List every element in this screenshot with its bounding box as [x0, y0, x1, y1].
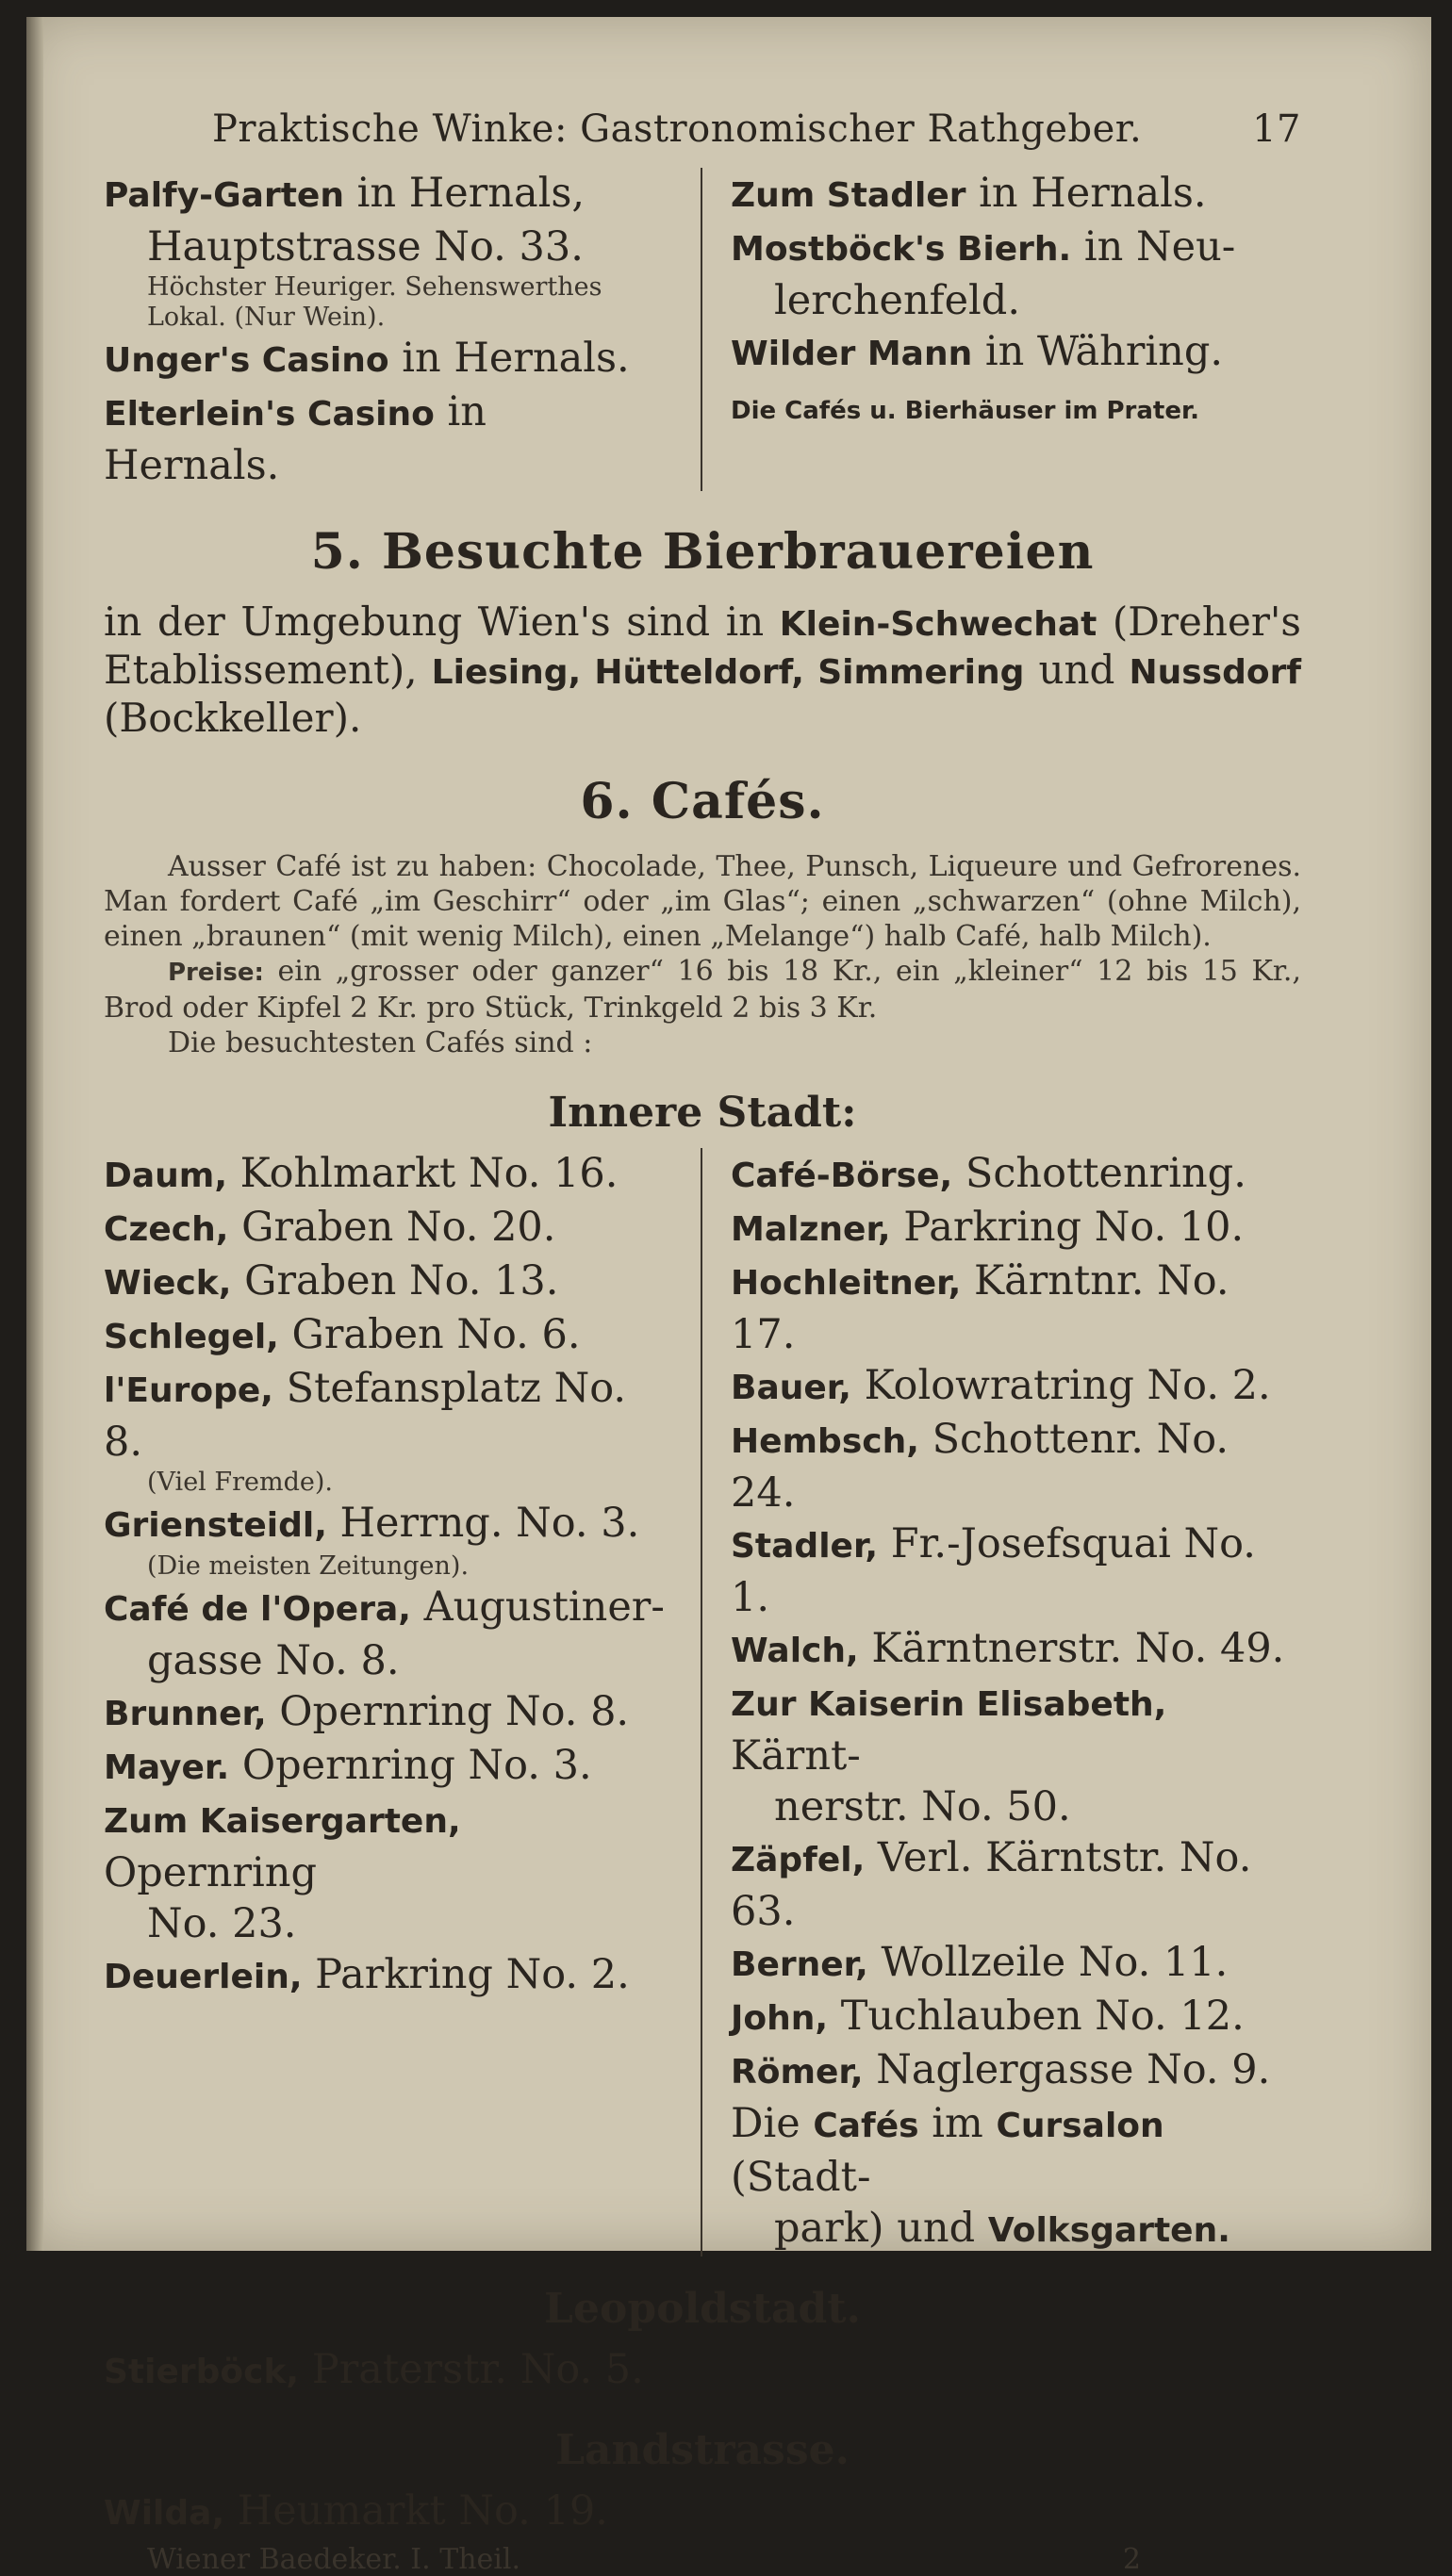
- entry-text: in Hernals,: [343, 170, 586, 217]
- cafe-intro: Ausser Café ist zu haben: Chocolade, Thee, Punsch, Liqueure und Gefrorenes. Man fordert Café „im Geschirr“ oder „im Glas“; einen „schwarzen“ (ohne Milch), einen „braunen“ (mit wenig Milch), einen „Melange“) halb Café, halb Milch).: [104, 850, 1301, 953]
- entry-text: Die: [731, 2100, 814, 2147]
- entry-name: Schlegel,: [104, 1318, 279, 1356]
- entry-name: Zum Kaisergarten,: [104, 1802, 461, 1841]
- entry-text: Fr.-Josefsquai No. 1.: [731, 1520, 1256, 1621]
- header-title: Praktische Winke: Gastronomischer Rathgeber.: [212, 107, 1143, 151]
- entry: [731, 1202, 1301, 1255]
- entry: [104, 2486, 1301, 2539]
- subsection-heading: Leopoldstadt.: [544, 2285, 861, 2333]
- book-page: [26, 17, 1431, 2576]
- entry-name: Stadler,: [731, 1527, 879, 1566]
- entry: [731, 1991, 1301, 2044]
- entry: [104, 1498, 674, 1551]
- innere-right-column: [702, 1148, 1301, 2256]
- entry-name: Griensteidl,: [104, 1506, 327, 1545]
- entry-name: Café de l'Opera,: [104, 1590, 411, 1629]
- entry: [104, 1202, 674, 1255]
- entry-name: Deuerlein,: [104, 1958, 303, 1996]
- text-run: und: [1024, 647, 1130, 693]
- entry-note: Höchster Heuriger. Sehenswerthes Lokal. (Nur Wein).: [147, 272, 602, 332]
- text-run: in der Umgebung Wien's sind in: [104, 599, 780, 645]
- innere-left-column: [104, 1148, 702, 2256]
- entry-name: Wilda,: [104, 2494, 225, 2533]
- bold-run: Klein-Schwechat: [779, 605, 1097, 644]
- entry-text: Schottenr. No. 24.: [731, 1416, 1229, 1517]
- entry-text: Graben No. 20.: [228, 1204, 556, 1251]
- entry: [731, 1518, 1301, 1623]
- entry-name: l'Europe,: [104, 1371, 273, 1410]
- entry-text: Graben No. 13.: [231, 1257, 559, 1304]
- entry-small: Die Cafés u. Bierhäuser im Prater.: [731, 397, 1199, 425]
- entry-name: Zur Kaiserin Elisabeth,: [731, 1685, 1167, 1724]
- entry-text: Kolowratring No. 2.: [850, 1362, 1271, 1409]
- entry-text: Graben No. 6.: [278, 1311, 581, 1358]
- entry-cont: gasse No. 8.: [147, 1637, 400, 1684]
- entry-name: Wilder Mann: [731, 335, 973, 373]
- entry-text: Wollzeile No. 11.: [867, 1939, 1229, 1986]
- entry-name: Czech,: [104, 1210, 229, 1249]
- section-paragraph: [104, 599, 1301, 741]
- entry: [104, 1949, 674, 2003]
- page-footer: [104, 2543, 1301, 2576]
- entry-cont: lerchenfeld.: [774, 277, 1020, 324]
- entry-name: Brunner,: [104, 1695, 267, 1733]
- page-gutter: [26, 17, 43, 2251]
- entry-name: Malzner,: [731, 1210, 891, 1249]
- entry-text: in Hernals.: [388, 335, 630, 382]
- entry-name: Café-Börse,: [731, 1157, 953, 1195]
- entry-text: Parkring No. 2.: [302, 1951, 630, 1998]
- entry: [731, 1414, 1301, 1518]
- entry: [104, 1309, 674, 1363]
- entry-name: Cafés: [813, 2107, 919, 2145]
- entry: [731, 1677, 1301, 1781]
- entry: [104, 1148, 674, 1202]
- page-content: [104, 107, 1301, 2576]
- entry-text: Tuchlauben No. 12.: [828, 1993, 1245, 2040]
- entry-name: Hochleitner,: [731, 1264, 962, 1303]
- entry-text: in Hernals.: [104, 388, 487, 489]
- entry-text: im: [918, 2100, 997, 2147]
- entry: [104, 1740, 674, 1794]
- bold-run: Liesing, Hütteldorf, Simmering: [431, 653, 1025, 692]
- entry: [104, 1582, 674, 1635]
- entry-text: Augustiner-: [410, 1583, 665, 1631]
- entry: [104, 386, 674, 491]
- entry-text: Opernring No. 8.: [266, 1688, 630, 1735]
- subsection-heading: Innere Stadt:: [548, 1089, 857, 1137]
- entry-note: (Die meisten Zeitungen).: [147, 1551, 470, 1581]
- entry: [731, 1148, 1301, 1202]
- section-heading: 6. Cafés.: [580, 773, 825, 830]
- entry-text: Naglergasse No. 9.: [863, 2046, 1271, 2093]
- top-left-column: [104, 168, 702, 491]
- entry: [104, 168, 674, 222]
- entry-note: (Viel Fremde).: [147, 1468, 333, 1497]
- running-header: [104, 107, 1301, 151]
- entry-text: Kärntnerstr. No. 49.: [858, 1625, 1285, 1672]
- entry-name: Bauer,: [731, 1369, 851, 1407]
- entry: [104, 1794, 674, 1898]
- signature-mark: 2: [1122, 2543, 1141, 2576]
- entry-cont: No. 23.: [147, 1900, 297, 1947]
- entry: [731, 1255, 1301, 1360]
- entry-cont: Hauptstrasse No. 33.: [147, 223, 584, 271]
- entry-name: Berner,: [731, 1945, 868, 1984]
- entry-text: Schottenring.: [952, 1150, 1246, 1197]
- entry-cont: nerstr. No. 50.: [774, 1783, 1071, 1830]
- entry-name: Mostböck's Bierh.: [731, 230, 1072, 269]
- entry-name: Hembsch,: [731, 1422, 919, 1461]
- entry-cont: [731, 2203, 1301, 2256]
- entry: [104, 333, 674, 386]
- entry-text: Stefansplatz No. 8.: [104, 1365, 627, 1466]
- entry-name: Daum,: [104, 1157, 227, 1195]
- entry: [731, 1937, 1301, 1991]
- bold-run: Nussdorf: [1129, 653, 1301, 692]
- entry-name: Volksgarten.: [987, 2211, 1230, 2250]
- top-right-column: [702, 168, 1301, 491]
- entry-text: in Währing.: [972, 328, 1224, 375]
- entry-text: Praterstr. No. 5.: [299, 2346, 644, 2393]
- cafe-visited: Die besuchtesten Cafés sind :: [168, 1026, 593, 1059]
- entry-text: Kohlmarkt No. 16.: [227, 1150, 619, 1197]
- entry-text: Parkring No. 10.: [890, 1204, 1245, 1251]
- entry-text: Verl. Kärntstr. No. 63.: [731, 1834, 1252, 1935]
- entry: [731, 2044, 1301, 2098]
- subsection-heading: Landstrasse.: [555, 2426, 850, 2474]
- cafe-prices: [104, 954, 1301, 1025]
- entry-text: in Hernals.: [965, 170, 1207, 217]
- entry: [731, 222, 1301, 275]
- entry-name: Wieck,: [104, 1264, 232, 1303]
- entry: [731, 1832, 1301, 1937]
- entry-name: John,: [731, 1999, 829, 2038]
- text-run: (Bockkeller).: [104, 695, 362, 741]
- entry: [731, 168, 1301, 222]
- entry: [731, 2098, 1301, 2203]
- entry-name: Unger's Casino: [104, 341, 389, 380]
- prices-text: ein „grosser oder ganzer“ 16 bis 18 Kr., ein „kleiner“ 12 bis 15 Kr., Brod oder Kipfel 2 Kr. pro Stück, Trinkgeld 2 bis 3 Kr.: [104, 955, 1301, 1025]
- entry-name: Stierböck,: [104, 2353, 300, 2391]
- page-number: 17: [1252, 107, 1301, 151]
- entry-text: Kärnt-: [731, 1732, 861, 1780]
- entry: [104, 1363, 674, 1468]
- entry-name: Zum Stadler: [731, 176, 966, 215]
- entry-text: Heumarkt No. 19.: [224, 2487, 608, 2535]
- entry: [104, 1686, 674, 1740]
- section-heading: 5. Besuchte Bierbrauereien: [310, 523, 1095, 581]
- entry-name: Zäpfel,: [731, 1841, 866, 1879]
- entry: [731, 1360, 1301, 1414]
- entry-text: Opernring: [104, 1849, 318, 1896]
- entry: [731, 326, 1301, 380]
- entry-name: Walch,: [731, 1632, 859, 1670]
- entry-text: park) und: [774, 2205, 988, 2252]
- entry-text: in Neu-: [1071, 223, 1236, 271]
- entry: [104, 2344, 1301, 2398]
- entry-name: Mayer.: [104, 1748, 230, 1787]
- prices-label: Preise:: [168, 959, 264, 987]
- entry-name: Römer,: [731, 2053, 864, 2092]
- entry: [104, 1255, 674, 1309]
- entry: [731, 380, 1301, 436]
- entry-text: Herrng. No. 3.: [326, 1500, 640, 1547]
- entry-name: Cursalon: [996, 2107, 1164, 2145]
- entry-text: Kärntnr. No. 17.: [731, 1257, 1229, 1358]
- top-entries: [104, 168, 1301, 491]
- entry-text: (Stadt-: [731, 2154, 871, 2201]
- text-run: (Dreher's Etablissement),: [104, 599, 1301, 693]
- footer-title: Wiener Baedeker. I. Theil.: [147, 2543, 521, 2576]
- entry-text: Opernring No. 3.: [229, 1742, 592, 1789]
- entry-name: Palfy-Garten: [104, 176, 344, 215]
- entry-name: Elterlein's Casino: [104, 395, 435, 434]
- entry: [731, 1623, 1301, 1677]
- innere-entries: [104, 1148, 1301, 2256]
